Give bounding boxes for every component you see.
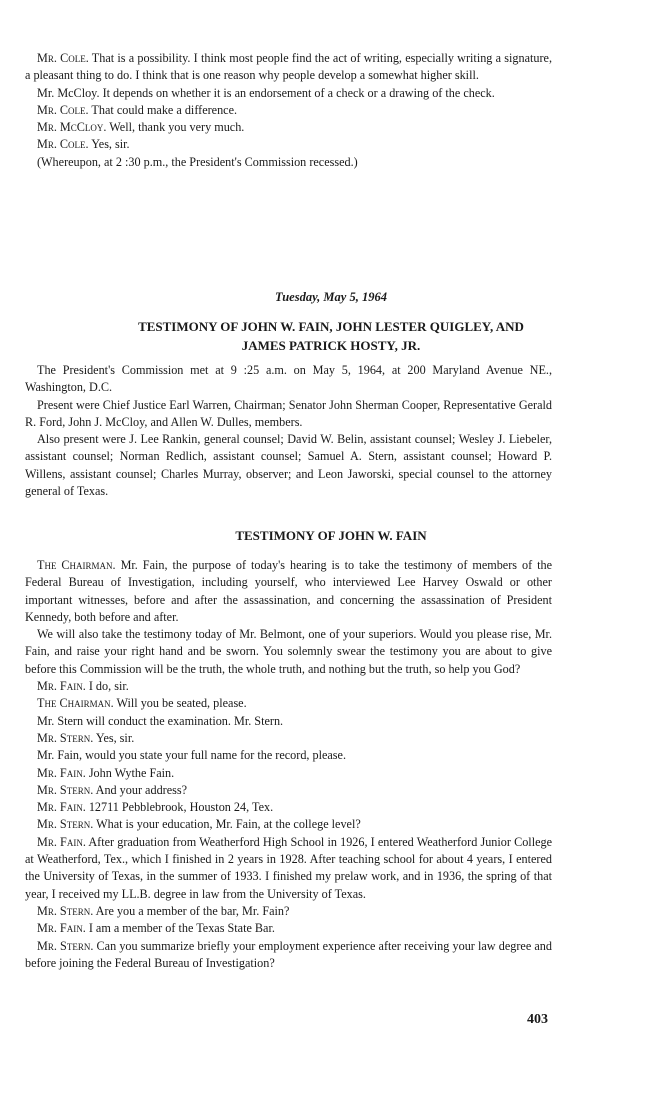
speaker-name: Mr. Fain. (37, 679, 86, 694)
speaker-name: Mr. Cole. (37, 102, 89, 117)
heading-line-1: TESTIMONY OF JOHN W. FAIN, JOHN LESTER QUIGLEY, AND (138, 319, 524, 334)
speaker-name: Mr. Stern. (37, 730, 94, 745)
paragraph-text: What is your education, Mr. Fain, at the college level? (93, 817, 361, 832)
paragraph (25, 765, 552, 782)
paragraph-text: Will you be seated, please. (113, 696, 247, 711)
hearing-date: Tuesday, May 5, 1964 (275, 290, 387, 304)
paragraph (25, 938, 552, 973)
paragraph (25, 102, 552, 119)
paragraph (25, 678, 552, 695)
paragraph-text: Yes, sir. (88, 137, 130, 152)
paragraph (25, 136, 552, 153)
testimony-body (25, 557, 552, 972)
paragraph (25, 782, 552, 799)
paragraph-text: The President's Commission met at 9 :25 a.m. on May 5, 1964, at 200 Maryland Avenue NE., Washington, D.C. (25, 363, 552, 395)
speaker-name: Mr. Fain. (37, 800, 86, 815)
speaker-name: Mr. Fain. (37, 765, 86, 780)
paragraph (25, 85, 552, 102)
paragraph (25, 730, 552, 747)
paragraph-text: Also present were J. Lee Rankin, general counsel; David W. Belin, assistant counsel; Wesley J. Liebeler, assistant counsel; Norman Redlich, assistant counsel; Samuel A. Stern, assistant counsel; Howard P. Willens, assistant counsel; Charles Murray, observer; and Leon Jaworski, special counsel to the attorney general of Texas. (25, 432, 552, 499)
paragraph (25, 695, 552, 712)
paragraph-text: 12711 Pebblebrook, Houston 24, Tex. (85, 800, 274, 815)
paragraph-text: Are you a member of the bar, Mr. Fain? (93, 903, 290, 918)
paragraph-text: After graduation from Weatherford High School in 1926, I entered Weatherford Junior College at Weatherford, Tex., which I finished in 2 years in 1928. After teaching school for about 4 years, I entered the University of Texas, in the summer of 1933. I finished my prelaw work, and in 1936, the spring of that year, I received my LL.B. degree in law from the University of Texas. (25, 834, 552, 901)
paragraph-text: Can you summarize briefly your employment experience after receiving your law degree and before joining the Federal Bureau of Investigation? (25, 938, 552, 970)
paragraph-text: John Wythe Fain. (85, 765, 175, 780)
paragraph-text: Mr. Stern will conduct the examination. Mr. Stern. (37, 713, 284, 728)
paragraph-text: Mr. Fain, would you state your full name for the record, please. (37, 748, 347, 763)
paragraph (25, 903, 552, 920)
paragraph-text: Mr. McCloy. It depends on whether it is an endorsement of a check or a drawing of the check. (37, 85, 495, 100)
paragraph (25, 816, 552, 833)
speaker-name: Mr. Stern. (37, 903, 94, 918)
paragraph (25, 397, 552, 432)
paragraph (25, 747, 552, 764)
testimony-subheading: TESTIMONY OF JOHN W. FAIN (235, 528, 427, 543)
paragraph (25, 362, 552, 397)
speaker-name: Mr. Stern. (37, 938, 94, 953)
paragraph-text: Mr. Fain, the purpose of today's hearing is to take the testimony of members of the Federal Bureau of Investigation, including yourself, who interviewed Lee Harvey Oswald or other important witnesses, before and after the assassination, and concerning the assassination of President Kennedy, both before and after. (25, 558, 552, 624)
paragraph-text: That could make a difference. (88, 102, 238, 117)
paragraph (25, 557, 552, 626)
paragraph (25, 626, 552, 678)
speaker-name: Mr. Cole. (37, 51, 89, 65)
speaker-name: Mr. McCloy. (37, 120, 107, 135)
paragraph (25, 431, 552, 500)
paragraph (25, 713, 552, 730)
paragraph (25, 834, 552, 903)
paragraph-text: Well, thank you very much. (106, 120, 245, 135)
paragraph-text: That is a possibility. I think most people find the act of writing, especially writing a signature, a pleasant thing to do. I think that is one reason why people develop a somewhat higher skill. (25, 51, 552, 83)
paragraph (25, 119, 552, 136)
paragraph-text: Present were Chief Justice Earl Warren, Chairman; Senator John Sherman Cooper, Representative Gerald R. Ford, John J. McCloy, and Allen W. Dulles, members. (25, 397, 552, 429)
paragraph-text: I am a member of the Texas State Bar. (85, 921, 275, 936)
speaker-name: Mr. Stern. (37, 817, 94, 832)
paragraph (25, 50, 552, 85)
speaker-name: Mr. Cole. (37, 137, 89, 152)
testimony-heading (40, 318, 622, 355)
speaker-name: Mr. Fain. (37, 921, 86, 936)
intro-section (25, 362, 552, 500)
speaker-name: Mr. Fain. (37, 834, 86, 849)
paragraph-text: Yes, sir. (93, 730, 135, 745)
top-section (25, 50, 552, 171)
heading-line-2: JAMES PATRICK HOSTY, JR. (241, 337, 421, 353)
speaker-name: The Chairman. (37, 558, 116, 572)
speaker-name: The Chairman. (37, 696, 114, 711)
paragraph (25, 920, 552, 937)
paragraph-text: We will also take the testimony today of Mr. Belmont, one of your superiors. Would you please rise, Mr. Fain, and raise your right hand and be sworn. You solemnly swear the testimony you are about to give before this Commission will be the truth, the whole truth, and nothing but the truth, so help you God? (25, 627, 552, 676)
paragraph-text: (Whereupon, at 2 :30 p.m., the President's Commission recessed.) (37, 154, 358, 169)
paragraph-text: And your address? (93, 782, 188, 797)
paragraph (25, 799, 552, 816)
page-number: 403 (527, 1012, 548, 1027)
speaker-name: Mr. Stern. (37, 782, 94, 797)
paragraph (25, 154, 552, 171)
paragraph-text: I do, sir. (85, 679, 129, 694)
